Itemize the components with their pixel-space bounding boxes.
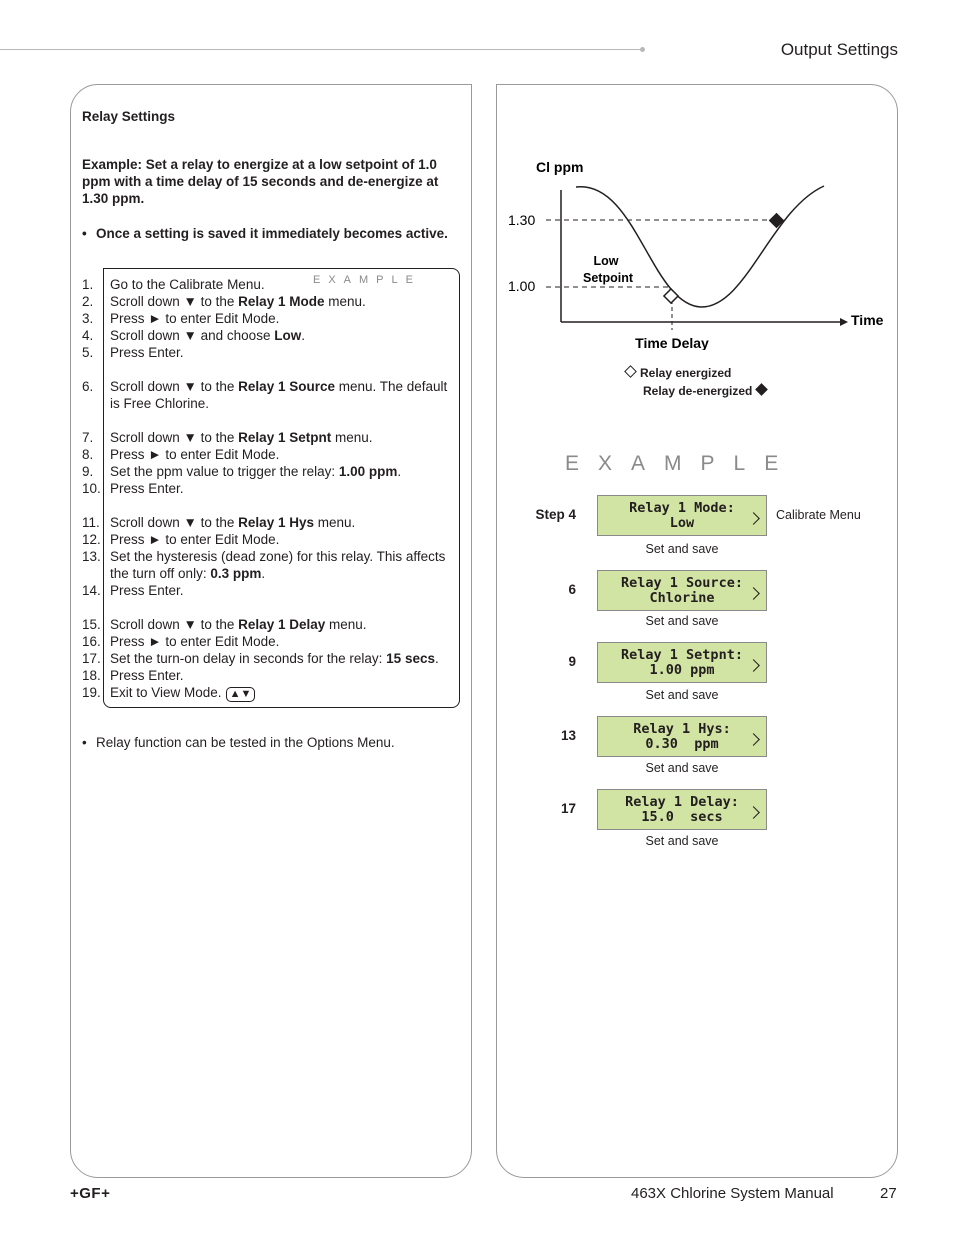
step-plain-text: menu. <box>331 430 373 445</box>
step-item <box>82 616 460 633</box>
step-item <box>82 667 460 684</box>
step-number: 13. <box>82 549 101 564</box>
step-plain-text: Press ► to enter Edit Mode. <box>110 311 280 326</box>
step-item <box>82 633 460 650</box>
step-plain-text: Press ► to enter Edit Mode. <box>110 634 280 649</box>
step-item <box>82 480 460 497</box>
lcd-line-1: Relay 1 Mode: <box>629 500 735 516</box>
step-plain-text: menu. <box>325 617 367 632</box>
legend-energized-label: Relay energized <box>640 366 732 380</box>
step-number: 18. <box>82 668 101 683</box>
relay-chart <box>496 150 896 350</box>
step-plain-text: menu. The default is Free Chlorine. <box>110 379 448 411</box>
step-plain-text: Press ► to enter Edit Mode. <box>110 532 280 547</box>
step-number: 3. <box>82 311 94 326</box>
step-plain-text: . <box>261 566 266 581</box>
relay-deenergized-marker <box>769 213 785 229</box>
step-number: 14. <box>82 583 101 598</box>
step-plain-text: . <box>301 328 305 343</box>
step-text <box>110 345 184 360</box>
display-step-label: Step 4 <box>535 507 576 522</box>
options-menu-note-text: Relay function can be tested in the Options Menu. <box>96 735 395 750</box>
lcd-line-2: Chlorine <box>649 590 715 606</box>
section-title: Output Settings <box>780 40 898 59</box>
lcd-display <box>597 495 767 536</box>
step-item <box>82 582 460 599</box>
step-text <box>110 464 401 479</box>
lcd-line-1: Relay 1 Delay: <box>625 794 739 810</box>
calibrate-menu-note: Calibrate Menu <box>776 508 861 522</box>
header-rule <box>0 49 642 50</box>
step-item <box>82 429 460 446</box>
up-down-keys-icon: ▲▼ <box>226 687 256 702</box>
step-item <box>82 684 460 702</box>
step-highlight: Relay 1 Setpnt <box>238 430 332 445</box>
step-highlight: Relay 1 Mode <box>238 294 325 309</box>
step-text <box>110 430 372 445</box>
step-plain-text: Press Enter. <box>110 481 184 496</box>
step-plain-text: Set the turn-on delay in seconds for the relay: <box>110 651 387 666</box>
step-highlight: 1.00 ppm <box>338 464 398 479</box>
step-plain-text: Press Enter. <box>110 583 184 598</box>
lcd-line-2: 1.00 ppm <box>649 662 715 678</box>
saved-note-text: Once a setting is saved it immediately becomes active. <box>96 226 448 241</box>
open-diamond-icon <box>624 365 637 378</box>
step-plain-text: Press ► to enter Edit Mode. <box>110 447 280 462</box>
legend-energized <box>624 366 731 380</box>
step-number: 9. <box>82 464 94 479</box>
step-item <box>82 310 460 327</box>
chart-xlabel: Time <box>851 312 884 328</box>
relay-settings-title: Relay Settings <box>82 109 176 124</box>
saved-note: • Once a setting is saved it immediately becomes active. <box>82 226 448 241</box>
step-highlight: 15 secs <box>386 651 435 666</box>
display-step-label: 13 <box>560 728 576 743</box>
step-text <box>110 379 447 411</box>
step-text <box>110 328 305 343</box>
step-plain-text: Set the ppm value to trigger the relay: <box>110 464 339 479</box>
lcd-display <box>597 789 767 830</box>
filled-diamond-icon <box>756 383 769 396</box>
display-caption: Set and save <box>645 542 719 556</box>
step-plain-text: Scroll down ▼ and choose <box>110 328 275 343</box>
step-number: 11. <box>82 515 100 530</box>
low-setpoint-label-line2: Setpoint <box>583 271 633 285</box>
manual-title: 463X Chlorine System Manual <box>631 1185 834 1202</box>
lcd-line-1: Relay 1 Source: <box>621 575 743 591</box>
example-watermark: EXAMPLE <box>565 452 798 475</box>
box-example-label: EXAMPLE <box>313 274 421 286</box>
step-text <box>110 583 184 598</box>
page-number: 27 <box>880 1185 897 1202</box>
step-plain-text: Scroll down ▼ to the <box>110 617 239 632</box>
display-caption: Set and save <box>645 614 719 628</box>
step-highlight: 0.3 ppm <box>210 566 262 581</box>
step-number: 12. <box>82 532 101 547</box>
legend-deenergized <box>643 384 771 398</box>
step-number: 4. <box>82 328 94 343</box>
step-item <box>82 650 460 667</box>
step-plain-text: . <box>397 464 402 479</box>
x-axis-arrow-icon <box>840 318 848 326</box>
step-text <box>110 685 255 700</box>
step-item <box>82 463 460 480</box>
example-description: Example: Set a relay to energize at a low setpoint of 1.0 ppm with a time delay of 15 seconds and de-energize at 1.30 ppm. <box>82 157 439 206</box>
step-plain-text: Scroll down ▼ to the <box>110 379 239 394</box>
step-item <box>82 446 460 463</box>
step-number: 19. <box>82 685 101 700</box>
step-number: 2. <box>82 294 94 309</box>
step-plain-text: Scroll down ▼ to the <box>110 294 239 309</box>
options-menu-note: • Relay function can be tested in the Options Menu. <box>82 735 395 750</box>
step-number: 6. <box>82 379 94 394</box>
step-plain-text: Scroll down ▼ to the <box>110 430 239 445</box>
lcd-line-1: Relay 1 Setpnt: <box>621 647 743 663</box>
step-number: 8. <box>82 447 94 462</box>
header-rule-dot <box>640 47 645 52</box>
lcd-line-2: 15.0 secs <box>641 809 723 825</box>
relay-energized-marker <box>664 289 678 303</box>
step-item <box>82 514 460 531</box>
display-caption: Set and save <box>645 834 719 848</box>
tick-label-1-30: 1.30 <box>508 212 536 228</box>
step-highlight: Relay 1 Source <box>238 379 335 394</box>
step-number: 10. <box>82 481 101 496</box>
step-text <box>110 549 445 581</box>
display-step-label: 9 <box>568 654 576 669</box>
step-plain-text: menu. <box>324 294 366 309</box>
step-text <box>110 447 279 462</box>
step-plain-text: . <box>434 651 439 666</box>
step-plain-text: Go to the Calibrate Menu. <box>110 277 265 292</box>
step-item <box>82 276 460 293</box>
display-caption: Set and save <box>645 761 719 775</box>
lcd-display <box>597 642 767 683</box>
lcd-line-2: Low <box>669 515 695 531</box>
chlorine-curve <box>576 186 824 307</box>
display-step-label: 6 <box>568 582 576 597</box>
tick-label-1-00: 1.00 <box>508 278 536 294</box>
step-highlight: Low <box>274 328 302 343</box>
chart-ylabel: Cl ppm <box>536 159 584 175</box>
step-item <box>82 531 460 548</box>
step-number: 1. <box>82 277 94 292</box>
lcd-line-2: 0.30 ppm <box>645 736 719 752</box>
step-number: 15. <box>82 617 101 632</box>
step-item <box>82 327 460 344</box>
lcd-display <box>597 716 767 757</box>
step-text <box>110 311 279 326</box>
display-step-label: 17 <box>560 801 576 816</box>
steps-list <box>82 276 460 702</box>
step-highlight: Relay 1 Hys <box>238 515 314 530</box>
step-text <box>110 634 279 649</box>
step-item <box>82 548 460 582</box>
step-highlight: Relay 1 Delay <box>238 617 326 632</box>
step-number: 7. <box>82 430 94 445</box>
step-text <box>110 515 355 530</box>
step-item <box>82 344 460 361</box>
step-number: 16. <box>82 634 101 649</box>
step-text <box>110 294 366 309</box>
lcd-line-1: Relay 1 Hys: <box>633 721 731 737</box>
step-text <box>110 481 184 496</box>
step-item <box>82 293 460 310</box>
low-setpoint-label-line1: Low <box>593 254 619 268</box>
step-text <box>110 277 265 292</box>
step-plain-text: Press Enter. <box>110 668 184 683</box>
lcd-display <box>597 570 767 611</box>
step-plain-text: Exit to View Mode. <box>110 685 222 700</box>
step-text <box>110 532 279 547</box>
step-item <box>82 378 460 412</box>
step-text <box>110 617 367 632</box>
display-caption: Set and save <box>645 688 719 702</box>
step-plain-text: menu. <box>313 515 356 530</box>
step-text <box>110 651 439 666</box>
step-plain-text: Press Enter. <box>110 345 184 360</box>
step-plain-text: Scroll down ▼ to the <box>110 515 239 530</box>
step-number: 5. <box>82 345 94 360</box>
step-text <box>110 668 184 683</box>
gf-logo: +GF+ <box>70 1185 111 1202</box>
step-plain-text: Set the hysteresis (dead zone) for this relay. This affects the turn off only: <box>110 549 446 581</box>
time-delay-label: Time Delay <box>635 335 709 350</box>
step-number: 17. <box>82 651 101 666</box>
legend-deenergized-label: Relay de-energized <box>643 384 753 398</box>
